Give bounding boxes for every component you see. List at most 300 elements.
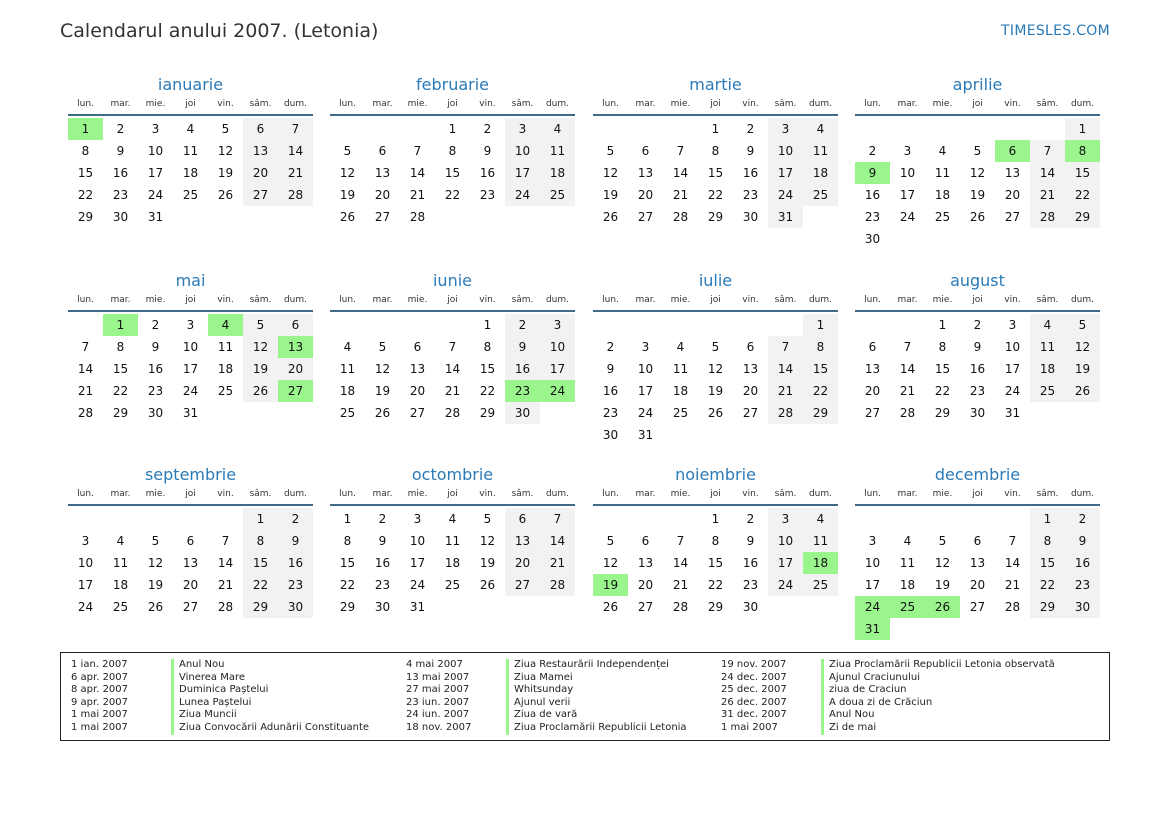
day-cell[interactable]: 29 [934,406,951,420]
day-cell[interactable]: 7 [448,340,457,354]
day-cell[interactable]: 28 [899,406,916,420]
day-cell[interactable]: 6 [995,140,1030,162]
day-cell[interactable]: 30 [969,406,986,420]
day-cell[interactable]: 18 [934,188,951,202]
day-cell[interactable]: 25 [182,188,199,202]
day-cell[interactable]: 11 [112,556,129,570]
day-cell[interactable]: 8 [116,340,125,354]
day-cell[interactable]: 1 [448,122,457,136]
day-cell[interactable]: 9 [1065,530,1100,552]
day-cell[interactable]: 18 [899,578,916,592]
day-cell[interactable]: 21 [899,384,916,398]
day-cell[interactable]: 22 [1065,184,1100,206]
site-link[interactable]: TIMESLES.COM [1001,23,1110,39]
day-cell[interactable]: 16 [742,166,759,180]
day-cell[interactable]: 2 [378,512,387,526]
day-cell[interactable]: 23 [969,384,986,398]
day-cell[interactable]: 29 [339,600,356,614]
day-cell[interactable]: 20 [969,578,986,592]
day-cell[interactable]: 2 [116,122,125,136]
day-cell[interactable]: 27 [637,600,654,614]
day-cell[interactable]: 23 [602,406,619,420]
day-cell[interactable]: 3 [151,122,160,136]
day-cell[interactable]: 1 [1065,118,1100,140]
day-cell[interactable]: 10 [505,140,540,162]
day-cell[interactable]: 7 [221,534,230,548]
day-cell[interactable]: 3 [903,144,912,158]
day-cell[interactable]: 11 [540,140,575,162]
day-cell[interactable]: 10 [409,534,426,548]
day-cell[interactable]: 30 [147,406,164,420]
day-cell[interactable]: 8 [803,336,838,358]
day-cell[interactable]: 14 [77,362,94,376]
day-cell[interactable]: 16 [1065,552,1100,574]
day-cell[interactable]: 15 [77,166,94,180]
day-cell[interactable]: 13 [182,556,199,570]
day-cell[interactable]: 19 [374,384,391,398]
day-cell[interactable]: 11 [339,362,356,376]
day-cell[interactable]: 18 [803,162,838,184]
day-cell[interactable]: 21 [540,552,575,574]
day-cell[interactable]: 5 [1065,314,1100,336]
day-cell[interactable]: 24 [540,380,575,402]
day-cell[interactable]: 21 [1030,184,1065,206]
day-cell[interactable]: 2 [746,512,755,526]
day-cell[interactable]: 12 [602,166,619,180]
day-cell[interactable]: 24 [409,578,426,592]
day-cell[interactable]: 4 [540,118,575,140]
day-cell[interactable]: 22 [479,384,496,398]
day-cell[interactable]: 3 [768,508,803,530]
day-cell[interactable]: 22 [243,574,278,596]
day-cell[interactable]: 5 [343,144,352,158]
day-cell[interactable]: 25 [217,384,234,398]
day-cell[interactable]: 27 [409,406,426,420]
day-cell[interactable]: 7 [1030,140,1065,162]
day-cell[interactable]: 22 [444,188,461,202]
day-cell[interactable]: 4 [676,340,685,354]
day-cell[interactable]: 31 [182,406,199,420]
day-cell[interactable]: 4 [903,534,912,548]
day-cell[interactable]: 11 [217,340,234,354]
day-cell[interactable]: 28 [1030,206,1065,228]
day-cell[interactable]: 13 [243,140,278,162]
day-cell[interactable]: 9 [483,144,492,158]
day-cell[interactable]: 30 [602,428,619,442]
day-cell[interactable]: 2 [868,144,877,158]
day-cell[interactable]: 3 [413,512,422,526]
day-cell[interactable]: 4 [186,122,195,136]
day-cell[interactable]: 26 [217,188,234,202]
day-cell[interactable]: 5 [151,534,160,548]
day-cell[interactable]: 11 [803,140,838,162]
day-cell[interactable]: 26 [243,380,278,402]
day-cell[interactable]: 20 [278,358,313,380]
day-cell[interactable]: 28 [409,210,426,224]
day-cell[interactable]: 10 [899,166,916,180]
day-cell[interactable]: 27 [742,406,759,420]
day-cell[interactable]: 15 [1065,162,1100,184]
day-cell[interactable]: 2 [746,122,755,136]
day-cell[interactable]: 6 [186,534,195,548]
day-cell[interactable]: 20 [742,384,759,398]
day-cell[interactable]: 19 [217,166,234,180]
day-cell[interactable]: 3 [540,314,575,336]
day-cell[interactable]: 24 [182,384,199,398]
day-cell[interactable]: 14 [672,166,689,180]
day-cell[interactable]: 1 [243,508,278,530]
day-cell[interactable]: 9 [973,340,982,354]
day-cell[interactable]: 19 [147,578,164,592]
day-cell[interactable]: 17 [1004,362,1021,376]
day-cell[interactable]: 14 [672,556,689,570]
day-cell[interactable]: 25 [890,596,925,618]
day-cell[interactable]: 19 [934,578,951,592]
day-cell[interactable]: 1 [711,512,720,526]
day-cell[interactable]: 3 [868,534,877,548]
day-cell[interactable]: 17 [147,166,164,180]
day-cell[interactable]: 24 [77,600,94,614]
day-cell[interactable]: 16 [278,552,313,574]
day-cell[interactable]: 28 [672,210,689,224]
day-cell[interactable]: 20 [182,578,199,592]
day-cell[interactable]: 13 [864,362,881,376]
day-cell[interactable]: 5 [938,534,947,548]
day-cell[interactable]: 11 [672,362,689,376]
day-cell[interactable]: 19 [707,384,724,398]
day-cell[interactable]: 12 [243,336,278,358]
day-cell[interactable]: 21 [672,188,689,202]
day-cell[interactable]: 2 [151,318,160,332]
day-cell[interactable]: 29 [112,406,129,420]
day-cell[interactable]: 23 [742,578,759,592]
day-cell[interactable]: 8 [711,534,720,548]
day-cell[interactable]: 17 [505,162,540,184]
day-cell[interactable]: 17 [768,162,803,184]
day-cell[interactable]: 4 [116,534,125,548]
day-cell[interactable]: 1 [1030,508,1065,530]
day-cell[interactable]: 18 [339,384,356,398]
day-cell[interactable]: 29 [479,406,496,420]
day-cell[interactable]: 8 [938,340,947,354]
day-cell[interactable]: 31 [409,600,426,614]
day-cell[interactable]: 28 [278,184,313,206]
day-cell[interactable]: 19 [1065,358,1100,380]
day-cell[interactable]: 31 [1004,406,1021,420]
day-cell[interactable]: 26 [374,406,391,420]
day-cell[interactable]: 3 [505,118,540,140]
day-cell[interactable]: 24 [899,210,916,224]
day-cell[interactable]: 13 [742,362,759,376]
day-cell[interactable]: 10 [77,556,94,570]
day-cell[interactable]: 28 [77,406,94,420]
day-cell[interactable]: 6 [746,340,755,354]
day-cell[interactable]: 6 [868,340,877,354]
day-cell[interactable]: 4 [1030,314,1065,336]
day-cell[interactable]: 13 [637,556,654,570]
day-cell[interactable]: 3 [768,118,803,140]
day-cell[interactable]: 25 [934,210,951,224]
day-cell[interactable]: 5 [378,340,387,354]
day-cell[interactable]: 15 [479,362,496,376]
day-cell[interactable]: 23 [147,384,164,398]
day-cell[interactable]: 26 [339,210,356,224]
day-cell[interactable]: 17 [768,552,803,574]
day-cell[interactable]: 22 [77,188,94,202]
day-cell[interactable]: 7 [413,144,422,158]
day-cell[interactable]: 20 [374,188,391,202]
day-cell[interactable]: 4 [803,118,838,140]
day-cell[interactable]: 5 [483,512,492,526]
day-cell[interactable]: 16 [147,362,164,376]
day-cell[interactable]: 17 [540,358,575,380]
day-cell[interactable]: 6 [243,118,278,140]
day-cell[interactable]: 5 [711,340,720,354]
day-cell[interactable]: 26 [969,210,986,224]
day-cell[interactable]: 20 [637,188,654,202]
day-cell[interactable]: 16 [112,166,129,180]
day-cell[interactable]: 12 [934,556,951,570]
day-cell[interactable]: 30 [374,600,391,614]
day-cell[interactable]: 21 [1004,578,1021,592]
day-cell[interactable]: 19 [243,358,278,380]
day-cell[interactable]: 22 [112,384,129,398]
day-cell[interactable]: 24 [855,596,890,618]
day-cell[interactable]: 18 [1030,358,1065,380]
day-cell[interactable]: 3 [81,534,90,548]
day-cell[interactable]: 24 [505,184,540,206]
day-cell[interactable]: 22 [1030,574,1065,596]
day-cell[interactable]: 23 [1065,574,1100,596]
day-cell[interactable]: 26 [707,406,724,420]
day-cell[interactable]: 22 [934,384,951,398]
day-cell[interactable]: 19 [969,188,986,202]
day-cell[interactable]: 7 [676,534,685,548]
day-cell[interactable]: 29 [1065,206,1100,228]
day-cell[interactable]: 11 [934,166,951,180]
day-cell[interactable]: 18 [672,384,689,398]
day-cell[interactable]: 17 [182,362,199,376]
day-cell[interactable]: 16 [864,188,881,202]
day-cell[interactable]: 26 [479,578,496,592]
day-cell[interactable]: 12 [602,556,619,570]
day-cell[interactable]: 27 [374,210,391,224]
day-cell[interactable]: 2 [278,508,313,530]
day-cell[interactable]: 30 [112,210,129,224]
day-cell[interactable]: 29 [707,600,724,614]
day-cell[interactable]: 13 [409,362,426,376]
day-cell[interactable]: 10 [182,340,199,354]
day-cell[interactable]: 22 [707,188,724,202]
day-cell[interactable]: 11 [444,534,461,548]
day-cell[interactable]: 27 [637,210,654,224]
day-cell[interactable]: 17 [899,188,916,202]
day-cell[interactable]: 1 [803,314,838,336]
day-cell[interactable]: 23 [112,188,129,202]
day-cell[interactable]: 28 [1004,600,1021,614]
day-cell[interactable]: 7 [81,340,90,354]
day-cell[interactable]: 15 [339,556,356,570]
day-cell[interactable]: 10 [637,362,654,376]
day-cell[interactable]: 2 [483,122,492,136]
day-cell[interactable]: 2 [606,340,615,354]
day-cell[interactable]: 6 [641,534,650,548]
day-cell[interactable]: 15 [707,166,724,180]
day-cell[interactable]: 18 [217,362,234,376]
day-cell[interactable]: 22 [707,578,724,592]
day-cell[interactable]: 8 [483,340,492,354]
day-cell[interactable]: 16 [374,556,391,570]
day-cell[interactable]: 5 [221,122,230,136]
day-cell[interactable]: 6 [413,340,422,354]
day-cell[interactable]: 15 [1030,552,1065,574]
day-cell[interactable]: 30 [864,232,881,246]
day-cell[interactable]: 2 [1065,508,1100,530]
day-cell[interactable]: 8 [1065,140,1100,162]
day-cell[interactable]: 25 [540,184,575,206]
day-cell[interactable]: 8 [81,144,90,158]
day-cell[interactable]: 29 [77,210,94,224]
day-cell[interactable]: 28 [444,406,461,420]
day-cell[interactable]: 27 [243,184,278,206]
day-cell[interactable]: 1 [103,314,138,336]
day-cell[interactable]: 16 [479,166,496,180]
day-cell[interactable]: 21 [768,380,803,402]
day-cell[interactable]: 8 [243,530,278,552]
day-cell[interactable]: 8 [448,144,457,158]
day-cell[interactable]: 6 [641,144,650,158]
day-cell[interactable]: 25 [444,578,461,592]
day-cell[interactable]: 5 [243,314,278,336]
day-cell[interactable]: 5 [606,534,615,548]
day-cell[interactable]: 19 [602,188,619,202]
day-cell[interactable]: 13 [374,166,391,180]
day-cell[interactable]: 14 [540,530,575,552]
day-cell[interactable]: 19 [593,574,628,596]
day-cell[interactable]: 28 [540,574,575,596]
day-cell[interactable]: 24 [768,574,803,596]
day-cell[interactable]: 26 [147,600,164,614]
day-cell[interactable]: 27 [969,600,986,614]
day-cell[interactable]: 4 [938,144,947,158]
day-cell[interactable]: 24 [637,406,654,420]
day-cell[interactable]: 23 [374,578,391,592]
day-cell[interactable]: 17 [409,556,426,570]
day-cell[interactable]: 9 [606,362,615,376]
day-cell[interactable]: 12 [374,362,391,376]
day-cell[interactable]: 16 [742,556,759,570]
day-cell[interactable]: 23 [742,188,759,202]
day-cell[interactable]: 30 [505,402,540,424]
day-cell[interactable]: 15 [934,362,951,376]
day-cell[interactable]: 7 [768,336,803,358]
day-cell[interactable]: 14 [444,362,461,376]
day-cell[interactable]: 26 [602,210,619,224]
day-cell[interactable]: 19 [479,556,496,570]
day-cell[interactable]: 11 [803,530,838,552]
day-cell[interactable]: 7 [1008,534,1017,548]
day-cell[interactable]: 3 [641,340,650,354]
day-cell[interactable]: 23 [864,210,881,224]
day-cell[interactable]: 1 [68,118,103,140]
day-cell[interactable]: 9 [855,162,890,184]
day-cell[interactable]: 18 [112,578,129,592]
day-cell[interactable]: 5 [973,144,982,158]
day-cell[interactable]: 9 [151,340,160,354]
day-cell[interactable]: 9 [746,534,755,548]
day-cell[interactable]: 21 [444,384,461,398]
day-cell[interactable]: 27 [1004,210,1021,224]
day-cell[interactable]: 18 [444,556,461,570]
day-cell[interactable]: 23 [479,188,496,202]
day-cell[interactable]: 9 [116,144,125,158]
day-cell[interactable]: 7 [278,118,313,140]
day-cell[interactable]: 21 [409,188,426,202]
day-cell[interactable]: 31 [147,210,164,224]
day-cell[interactable]: 26 [602,600,619,614]
day-cell[interactable]: 2 [505,314,540,336]
day-cell[interactable]: 29 [243,596,278,618]
day-cell[interactable]: 14 [217,556,234,570]
day-cell[interactable]: 20 [409,384,426,398]
day-cell[interactable]: 30 [1065,596,1100,618]
day-cell[interactable]: 22 [803,380,838,402]
day-cell[interactable]: 3 [186,318,195,332]
day-cell[interactable]: 31 [768,206,803,228]
day-cell[interactable]: 25 [112,600,129,614]
day-cell[interactable]: 24 [768,184,803,206]
day-cell[interactable]: 14 [1004,556,1021,570]
day-cell[interactable]: 25 [672,406,689,420]
day-cell[interactable]: 20 [637,578,654,592]
day-cell[interactable]: 13 [278,336,313,358]
day-cell[interactable]: 14 [278,140,313,162]
day-cell[interactable]: 4 [803,508,838,530]
day-cell[interactable]: 24 [1004,384,1021,398]
day-cell[interactable]: 2 [973,318,982,332]
day-cell[interactable]: 20 [1004,188,1021,202]
day-cell[interactable]: 3 [1008,318,1017,332]
day-cell[interactable]: 17 [77,578,94,592]
day-cell[interactable]: 28 [672,600,689,614]
day-cell[interactable]: 18 [182,166,199,180]
day-cell[interactable]: 15 [803,358,838,380]
day-cell[interactable]: 6 [973,534,982,548]
day-cell[interactable]: 11 [182,144,199,158]
day-cell[interactable]: 16 [969,362,986,376]
day-cell[interactable]: 12 [479,534,496,548]
day-cell[interactable]: 21 [672,578,689,592]
day-cell[interactable]: 17 [864,578,881,592]
day-cell[interactable]: 7 [903,340,912,354]
day-cell[interactable]: 27 [505,574,540,596]
day-cell[interactable]: 25 [339,406,356,420]
day-cell[interactable]: 16 [505,358,540,380]
day-cell[interactable]: 17 [637,384,654,398]
day-cell[interactable]: 31 [855,618,890,640]
day-cell[interactable]: 12 [707,362,724,376]
day-cell[interactable]: 9 [378,534,387,548]
day-cell[interactable]: 9 [505,336,540,358]
day-cell[interactable]: 7 [676,144,685,158]
day-cell[interactable]: 11 [899,556,916,570]
day-cell[interactable]: 6 [378,144,387,158]
day-cell[interactable]: 5 [606,144,615,158]
day-cell[interactable]: 6 [505,508,540,530]
day-cell[interactable]: 4 [343,340,352,354]
day-cell[interactable]: 13 [505,530,540,552]
day-cell[interactable]: 30 [742,600,759,614]
